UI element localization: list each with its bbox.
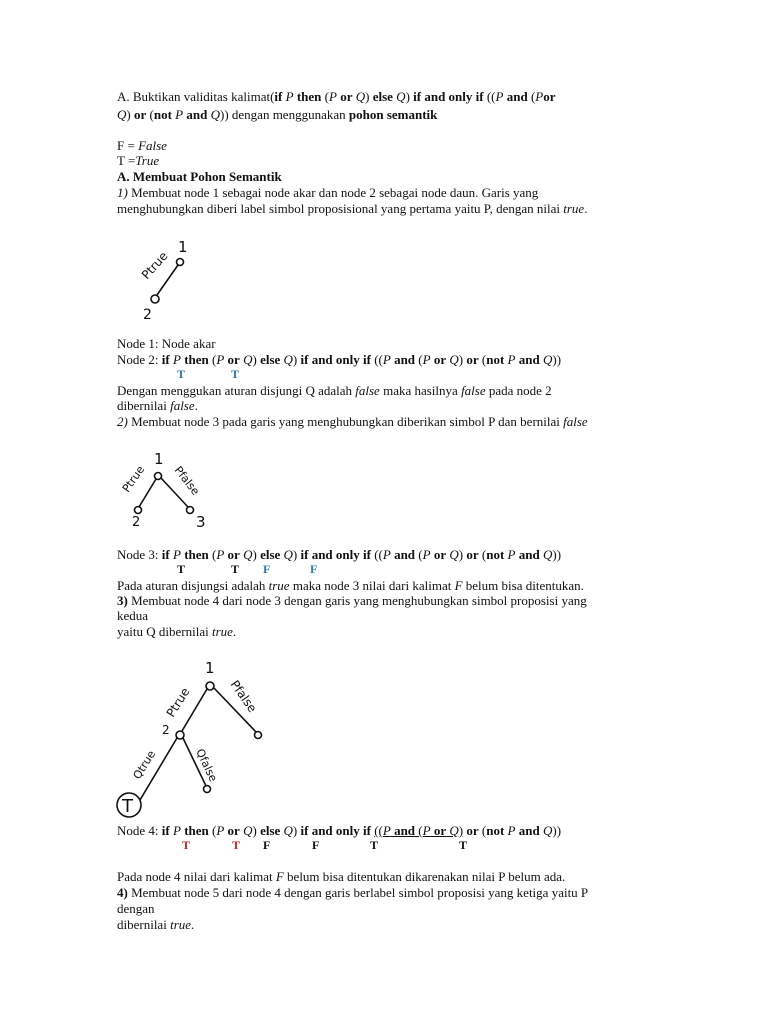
question-line-1: A. Buktikan validitas kalimat(if P then (P or Q) else Q) if and only if ((P and (Por bbox=[117, 89, 556, 104]
node4-truth-2: T bbox=[232, 838, 241, 852]
diagram1-edge-label: Ptrue bbox=[138, 248, 171, 283]
diagram3-leaf-label: T bbox=[122, 796, 133, 817]
semantic-tree-diagram-1 bbox=[135, 233, 195, 323]
section-title: A. Membuat Pohon Semantik bbox=[117, 169, 282, 184]
node4-explain: Pada node 4 nilai dari kalimat F belum bisa ditentukan dikarenakan nilai P belum ada. bbox=[117, 869, 566, 884]
step4-line-3: dibernilai true. bbox=[117, 917, 195, 932]
diagram3-root-label: 1 bbox=[205, 659, 215, 677]
node2-formula: Node 2: if P then (P or Q) else Q) if and only if ((P and (P or Q) or (not P and Q)) bbox=[117, 352, 562, 367]
step4-line-2: dengan bbox=[117, 901, 155, 916]
diagram2-edge-left bbox=[139, 479, 156, 507]
node1-text: Node 1: Node akar bbox=[117, 336, 216, 351]
node2-explain-1: Dengan menggukan aturan disjungi Q adalah false maka hasilnya false pada node 2 bbox=[117, 383, 552, 398]
node3-truth-1: T bbox=[177, 562, 186, 576]
diagram2-right-edge-label: Pfalse bbox=[171, 463, 203, 498]
node2-truth-1: T bbox=[177, 367, 186, 381]
node4-truth-1: T bbox=[182, 838, 191, 852]
node3-explain: Pada aturan disjungsi adalah true maka node 3 nilai dari kalimat F belum bisa ditentukan. bbox=[117, 578, 584, 593]
diagram3-edge-label-q-true: Qtrue bbox=[130, 748, 159, 782]
node3-truth-4: F bbox=[310, 562, 318, 576]
semantic-tree-diagram-3 bbox=[110, 655, 280, 820]
node3-truth-3: F bbox=[263, 562, 271, 576]
diagram2-left-label: 2 bbox=[132, 515, 141, 530]
node2-explain-2: dibernilai false. bbox=[117, 398, 198, 413]
diagram1-root-label: 1 bbox=[178, 238, 188, 256]
step3-line-3: yaitu Q dibernilai true. bbox=[117, 624, 237, 639]
node3-truth-2: T bbox=[231, 562, 240, 576]
node4-truth-4: F bbox=[312, 838, 320, 852]
step2-line: 2) Membuat node 3 pada garis yang menghubungkan diberikan simbol P dan bernilai false bbox=[117, 414, 588, 429]
question-line-2: Q) or (not P and Q)) dengan menggunakan pohon semantik bbox=[117, 107, 438, 122]
diagram3-node2-label: 2 bbox=[162, 723, 170, 737]
legend-true: T =True bbox=[117, 153, 160, 168]
node4-truth-6: T bbox=[459, 838, 468, 852]
diagram3-node-3 bbox=[255, 732, 262, 739]
step1-line-2: menghubungkan diberi label simbol proposisional yang pertama yaitu P, dengan nilai true. bbox=[117, 201, 588, 216]
diagram3-edge-label-p-false: Pfalse bbox=[227, 677, 260, 716]
node4-formula: Node 4: if P then (P or Q) else Q) if and only if ((P and (P or Q) or (not P and Q)) bbox=[117, 823, 562, 838]
step1-line-1: 1) Membuat node 1 sebagai node akar dan node 2 sebagai node daun. Garis yang bbox=[117, 185, 539, 200]
node4-truth-5: T bbox=[370, 838, 379, 852]
semantic-tree-diagram-2 bbox=[118, 450, 218, 532]
diagram3-edge-label-p-true: Ptrue bbox=[163, 685, 193, 720]
diagram1-leaf-label: 2 bbox=[143, 307, 152, 323]
legend-false: F = False bbox=[117, 138, 167, 153]
node4-truth-3: F bbox=[263, 838, 271, 852]
step4-line-1: 4) Membuat node 5 dari node 4 dengan garis berlabel simbol proposisi yang ketiga yaitu P bbox=[117, 885, 589, 900]
node2-truth-2: T bbox=[231, 367, 240, 381]
diagram3-node-5 bbox=[204, 786, 211, 793]
node3-formula: Node 3: if P then (P or Q) else Q) if and only if ((P and (P or Q) or (not P and Q)) bbox=[117, 547, 562, 562]
node4-underlined-subformula: ((P and (P or Q) bbox=[374, 823, 464, 838]
diagram2-node-3 bbox=[187, 507, 194, 514]
diagram2-node-2 bbox=[135, 507, 142, 514]
diagram1-node-2 bbox=[151, 295, 159, 303]
diagram2-left-edge-label: Ptrue bbox=[119, 463, 148, 495]
step3-line-1: 3) Membuat node 4 dari node 3 dengan garis yang menghubungkan simbol proposisi yang bbox=[117, 593, 587, 608]
diagram2-right-label: 3 bbox=[196, 513, 206, 531]
diagram3-edge-label-q-false: Qfalse bbox=[193, 746, 220, 784]
diagram2-root-label: 1 bbox=[154, 450, 164, 468]
step3-line-2: kedua bbox=[117, 608, 149, 623]
